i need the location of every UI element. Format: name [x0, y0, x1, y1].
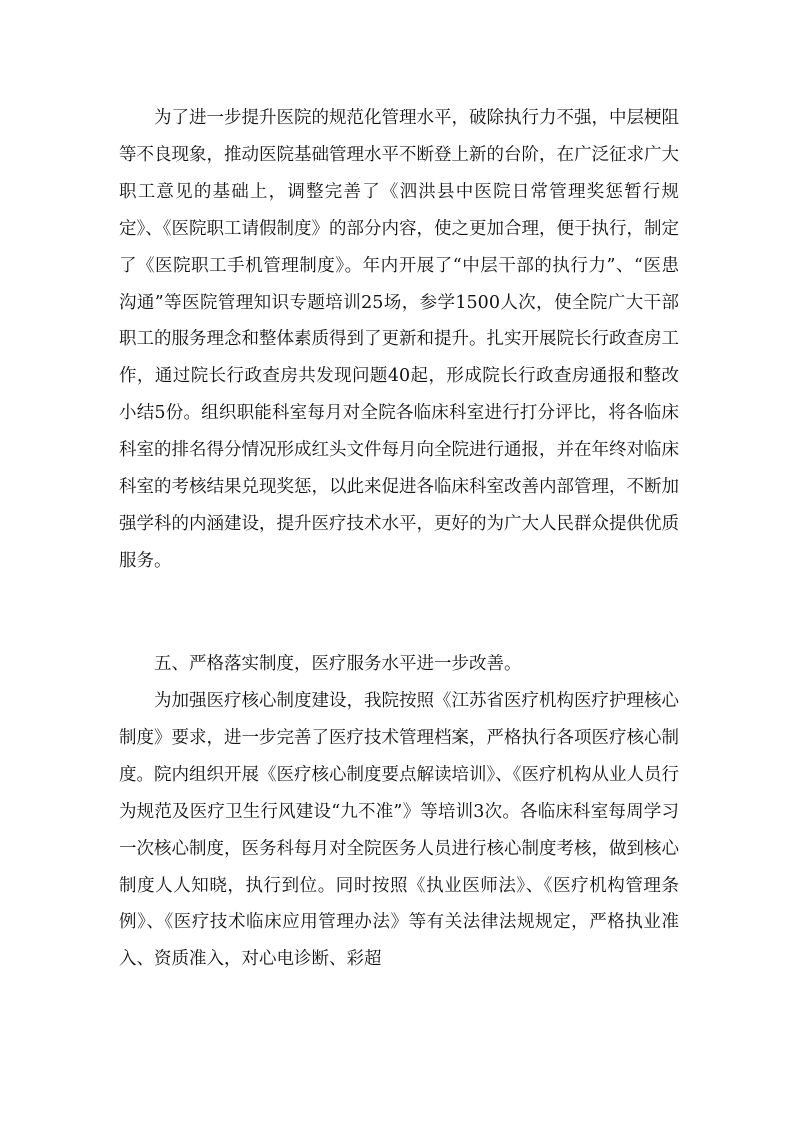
section-heading-five: 五、严格落实制度，医疗服务水平进一步改善。	[154, 654, 522, 674]
paragraph-management-improvement: 为了进一步提升医院的规范化管理水平，破除执行力不强，中层梗阻等不良现象，推动医院基础管理水平不断登上新的台阶，在广泛征求广大职工意见的基础上，调整完善了《泗洪县中医院日常管理奖惩暂行规定》、《医院职工请假制度》的部分内容，使之更加合理，便于执行，制定了《医院职工手机管理制度》。年内开展了“中层干部的执行力”、“医患沟通”等医院管理知识专题培训25场，参学1500人次，使全院广大干部职工的服务理念和整体素质得到了更新和提升。扎实开展院长行政查房工作，通过院长行政查房共发现问题40起，形成院长行政查房通报和整改小结5份。组织职能科室每月对全院各临床科室进行打分评比，将各临床科室的排名得分情况形成红头文件每月向全院进行通报，并在年终对临床科室的考核结果兑现奖惩，以此来促进各临床科室改善内部管理，不断加强学科的内涵建设，提升医疗技术水平，更好的为广大人民群众提供优质服务。	[119, 108, 679, 571]
paragraph-core-system-construction: 为加强医疗核心制度建设，我院按照《江苏省医疗机构医疗护理核心制度》要求，进一步完善了医疗技术管理档案，严格执行各项医疗核心制度。院内组织开展《医疗核心制度要点解读培训》、《医疗机构从业人员行为规范及医疗卫生行风建设“九不准”》等培训3次。各临床科室每周学习一次核心制度，医务科每月对全院医务人员进行核心制度考核，做到核心制度人人知晓，执行到位。同时按照《执业医师法》、《医疗机构管理条例》、《医疗技术临床应用管理办法》等有关法律法规规定，严格执业准入、资质准入，对心电诊断、彩超	[119, 691, 679, 970]
